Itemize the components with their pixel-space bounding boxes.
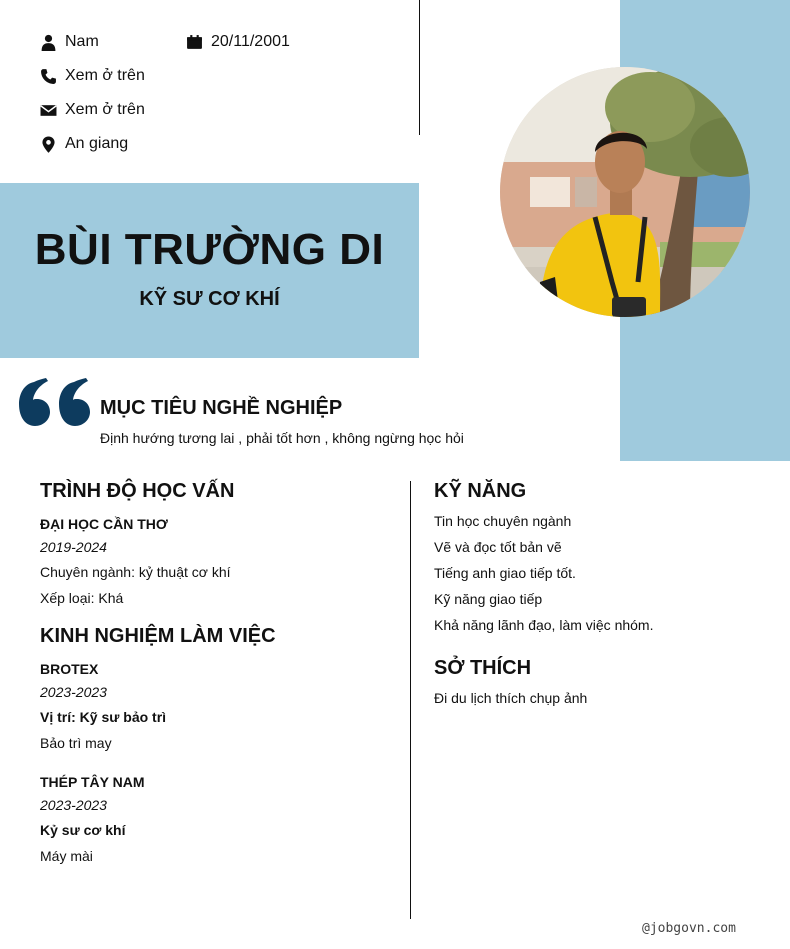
contact-email [39,100,145,120]
phone-text: Xem ở trên [65,67,145,84]
contact-phone [39,66,145,86]
contact-dob [185,32,290,52]
location-pin-icon [39,135,57,153]
dob-text: 20/11/2001 [211,33,290,50]
skill-item: Kỹ năng giao tiếp [434,591,543,607]
divider-top [419,0,420,135]
job-title: KỸ SƯ CƠ KHÍ [139,288,280,310]
profile-photo [500,67,750,317]
divider-middle [410,481,411,919]
email-text: Xem ở trên [65,101,145,118]
envelope-icon [39,101,57,119]
contact-gender [39,32,99,52]
watermark: @jobgovn.com [642,921,736,936]
hobbies-title: SỞ THÍCH [434,657,532,679]
skill-item: Tiếng anh giao tiếp tốt. [434,565,576,581]
full-name: BÙI TRƯỜNG DI [34,225,385,274]
job-period: 2023-2023 [40,797,107,813]
quote-icon [18,366,94,430]
person-icon [39,33,57,51]
job-company: BROTEX [40,661,99,677]
contact-address [39,134,128,154]
hobbies-text: Đi du lịch thích chụp ảnh [434,690,588,706]
objective-title: MỤC TIÊU NGHỀ NGHIỆP [100,397,343,419]
education-period: 2019-2024 [40,539,107,555]
skill-item: Tin học chuyên ngành [434,513,572,529]
education-school: ĐẠI HỌC CẦN THƠ [40,516,168,532]
calendar-icon [185,33,203,51]
gender-text: Nam [65,33,99,50]
objective-text: Định hướng tương lai , phải tốt hơn , không ngừng học hỏi [100,430,464,446]
address-text: An giang [65,135,129,152]
education-title: TRÌNH ĐỘ HỌC VẤN [40,480,235,502]
job-position: Kỷ sư cơ khí [40,822,126,838]
job-description: Máy mài [40,848,93,864]
job-company: THÉP TÂY NAM [40,774,145,790]
education-major: Chuyên ngành: kỷ thuật cơ khí [40,564,231,580]
job-period: 2023-2023 [40,684,107,700]
job-position: Vị trí: Kỹ sư bảo trì [40,709,167,725]
skills-title: KỸ NĂNG [434,480,527,502]
skill-item: Vẽ và đọc tốt bản vẽ [434,539,562,555]
skill-item: Khả năng lãnh đạo, làm việc nhóm. [434,617,654,633]
education-grade: Xếp loại: Khá [40,590,124,606]
phone-icon [39,67,57,85]
job-description: Bảo trì may [40,735,112,751]
experience-title: KINH NGHIỆM LÀM VIỆC [40,625,276,647]
